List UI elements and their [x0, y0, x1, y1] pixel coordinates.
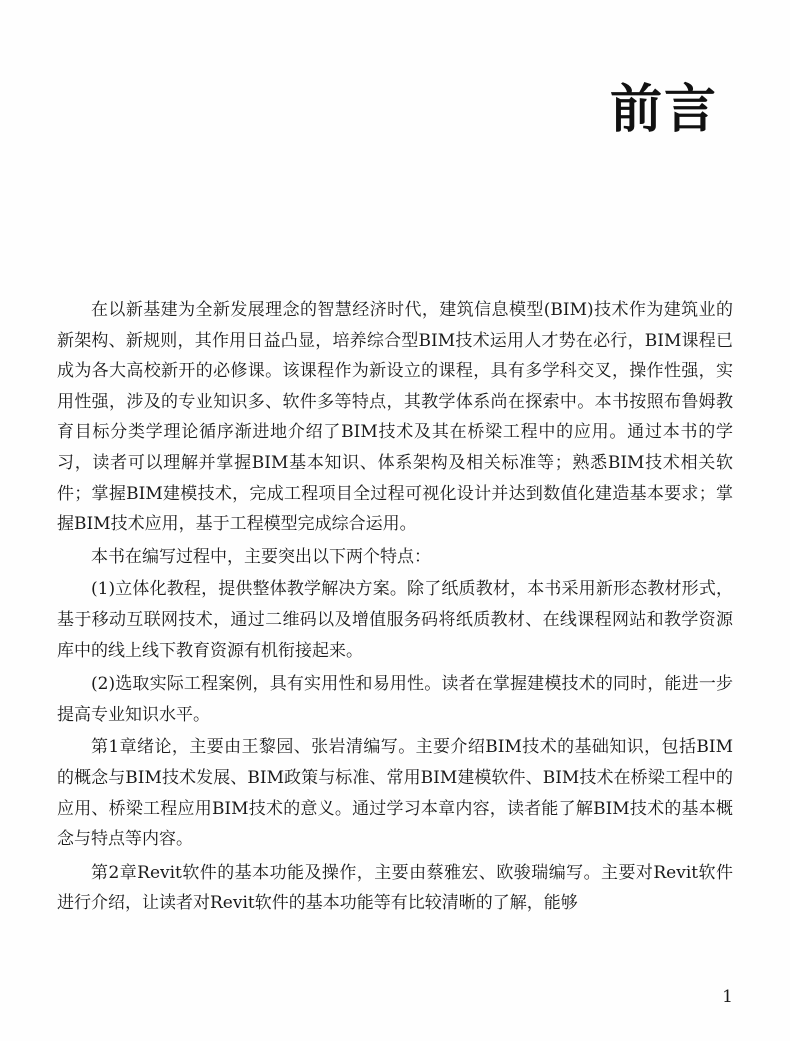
preface-body [57, 295, 733, 921]
paragraph-feature-2: (2)选取实际工程案例，具有实用性和易用性。读者在掌握建模技术的同时，能进一步提高专业知识水平。 [57, 674, 733, 725]
paragraph-chapter-1: 第1章绪论，主要由王黎园、张岩清编写。主要介绍BIM技术的基础知识，包括BIM的概念与BIM技术发展、BIM政策与标准、常用BIM建模软件、BIM技术在桥梁工程中的应用、桥梁工程应用BIM技术的意义。通过学习本章内容，读者能了解BIM技术的基本概念与特点等内容。 [57, 737, 733, 850]
paragraph-chapter-2: 第2章Revit软件的基本功能及操作，主要由蔡雅宏、欧骏瑞编写。主要对Revit软件进行介绍，让读者对Revit软件的基本功能等有比较清晰的了解，能够 [57, 862, 733, 914]
paragraph-intro: 在以新基建为全新发展理念的智慧经济时代，建筑信息模型(BIM)技术作为建筑业的新架构、新规则，其作用日益凸显，培养综合型BIM技术运用人才势在必行，BIM课程已成为各大高校新开的必修课。该课程作为新设立的课程，具有多学科交叉，操作性强，实用性强，涉及的专业知识多、软件多等特点，其教学体系尚在探索中。本书按照布鲁姆教育目标分类学理论循序渐进地介绍了BIM技术及其在桥梁工程中的应用。通过本书的学习，读者可以理解并掌握BIM基本知识、体系架构及相关标准等；熟悉BIM技术相关软件；掌握BIM建模技术，完成工程项目全过程可视化设计并达到数值化建造基本要求；掌握BIM技术应用，基于工程模型完成综合运用。 [57, 300, 733, 535]
paragraph-feature-1: (1)立体化教程，提供整体教学解决方案。除了纸质教材，本书采用新形态教材形式，基于移动互联网技术，通过二维码以及增值服务码将纸质教材、在线课程网站和教学资源库中的线上线下教育资源有机衔接起来。 [57, 579, 733, 661]
paragraph-features-lead: 本书在编写过程中，主要突出以下两个特点： [91, 546, 431, 567]
page-title: 前言 [609, 79, 718, 140]
page-number: 1 [722, 987, 733, 1007]
